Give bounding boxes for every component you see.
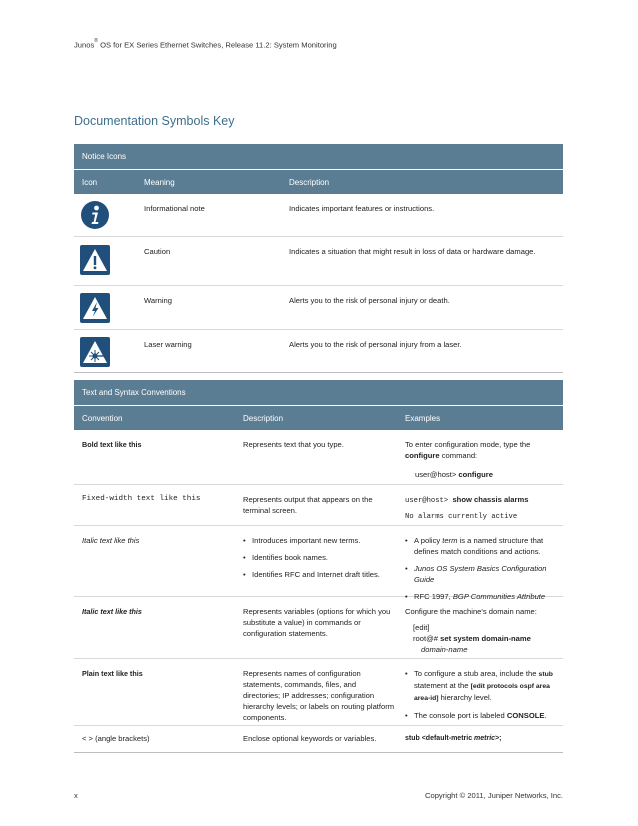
- example-code: CONSOLE: [506, 711, 545, 720]
- meaning-cell: Laser warning: [144, 340, 192, 349]
- example-code: >;: [495, 735, 502, 742]
- description-cell: Indicates important features or instructions.: [289, 204, 435, 213]
- example-text: hierarchy level.: [438, 693, 492, 702]
- example-text: Configure the machine's domain name:: [405, 607, 537, 616]
- example-prompt: root@#: [413, 634, 441, 643]
- column-header: Meaning: [144, 178, 175, 187]
- example-code: stub <default-metric: [405, 735, 475, 742]
- meaning-cell: Caution: [144, 247, 171, 256]
- list-item: • Junos OS System Basics Configuration Guide: [405, 563, 563, 585]
- laser-warning-icon: [80, 337, 110, 367]
- example-cell: [405, 494, 563, 523]
- example-variable: metric: [474, 735, 496, 742]
- description-cell: Alerts you to the risk of personal injury from a laser.: [289, 340, 462, 349]
- column-header: Description: [289, 178, 330, 187]
- example-text: A policy: [414, 536, 443, 545]
- example-italic: BGP Communities Attribute: [452, 592, 546, 601]
- example-cell: [405, 606, 563, 655]
- table-row: [74, 286, 563, 330]
- running-header: [74, 40, 337, 50]
- info-icon: [80, 200, 110, 230]
- list-item: • Introduces important new terms.: [243, 535, 401, 546]
- header-brand: Junos: [74, 40, 95, 50]
- convention-cell: < > (angle brackets): [82, 734, 150, 743]
- copyright: Copyright © 2011, Juniper Networks, Inc.: [425, 791, 563, 800]
- column-header: Icon: [82, 178, 98, 187]
- example-prompt: user@host>: [415, 470, 459, 479]
- table-title: Text and Syntax Conventions: [74, 380, 563, 406]
- meaning-cell: Warning: [144, 296, 172, 305]
- table-row: [74, 597, 563, 659]
- example-edit: [edit]: [413, 623, 430, 632]
- table-row: [74, 659, 563, 726]
- table-row: [74, 485, 563, 526]
- column-header: Examples: [405, 414, 441, 423]
- example-text: To configure a stub area, include the: [414, 669, 539, 678]
- list-item: • Identifies book names.: [243, 552, 401, 563]
- header-rest: OS for EX Series Ethernet Switches, Release 11.2: System Monitoring: [97, 40, 337, 50]
- description-cell: Represents names of configuration statements, commands, files, and directories; IP addresses; configuration hierarchy levels; or labels on routing platform components.: [243, 669, 395, 722]
- meaning-cell: Informational note: [144, 204, 205, 213]
- example-text: is a named structure that defines match conditions and actions.: [414, 536, 544, 556]
- list-item: [405, 535, 563, 557]
- convention-cell: Italic text like this: [82, 607, 142, 616]
- list-item: [405, 710, 563, 721]
- table-row: [74, 526, 563, 601]
- convention-cell: Fixed-width text like this: [82, 495, 201, 503]
- table-row: [74, 430, 563, 485]
- convention-cell: Plain text like this: [82, 669, 143, 678]
- example-cell: [405, 733, 563, 744]
- table-header: [74, 170, 563, 194]
- table-row: [74, 726, 563, 753]
- example-command: set system domain-name: [440, 634, 531, 643]
- list-item: • Identifies RFC and Internet draft titles.: [243, 569, 401, 580]
- table-row: [74, 237, 563, 286]
- notice-icons-table: [74, 144, 563, 373]
- table-row: [74, 330, 563, 373]
- table-row: [74, 194, 563, 237]
- example-command: configure: [458, 470, 493, 479]
- example-italic: term: [442, 536, 458, 545]
- example-text: To enter configuration mode, type the: [405, 440, 531, 449]
- example-text: statement at the: [414, 681, 471, 690]
- description-cell: Alerts you to the risk of personal injury or death.: [289, 296, 450, 305]
- example-command: show chassis alarms: [452, 495, 529, 504]
- registered-mark: ®: [94, 38, 98, 44]
- example-code: [edit protocols ospf area area-id]: [414, 683, 550, 702]
- example-text: RFC 1997,: [414, 592, 453, 601]
- column-header: Convention: [82, 414, 123, 423]
- column-header: Description: [243, 414, 284, 423]
- convention-cell: Bold text like this: [82, 440, 142, 449]
- example-text: .: [544, 711, 547, 720]
- example-cell: [405, 668, 563, 727]
- example-output: No alarms currently active: [405, 513, 518, 521]
- example-bold: configure: [405, 451, 440, 460]
- description-cell: [243, 535, 401, 586]
- example-cell: [405, 439, 563, 480]
- convention-cell: Italic text like this: [82, 536, 140, 545]
- warning-icon: [80, 293, 110, 323]
- description-cell: Enclose optional keywords or variables.: [243, 734, 377, 743]
- example-text: The console port is labeled: [414, 711, 507, 720]
- description-cell: Indicates a situation that might result in loss of data or hardware damage.: [289, 247, 536, 256]
- example-variable: domain-name: [421, 645, 468, 654]
- list-item: [405, 668, 563, 704]
- example-prompt: user@host>: [405, 497, 453, 505]
- page-number: x: [74, 791, 78, 800]
- conventions-table: [74, 380, 563, 753]
- caution-icon: [80, 245, 110, 275]
- example-text: command:: [439, 451, 478, 460]
- description-cell: Represents text that you type.: [243, 440, 344, 449]
- table-header: [74, 406, 563, 430]
- example-code: stub: [538, 671, 553, 678]
- description-cell: Represents variables (options for which you substitute a value) in commands or configuration statements.: [243, 607, 391, 638]
- table-title: Notice Icons: [74, 144, 563, 170]
- section-title: Documentation Symbols Key: [74, 114, 235, 128]
- description-cell: Represents output that appears on the terminal screen.: [243, 495, 373, 515]
